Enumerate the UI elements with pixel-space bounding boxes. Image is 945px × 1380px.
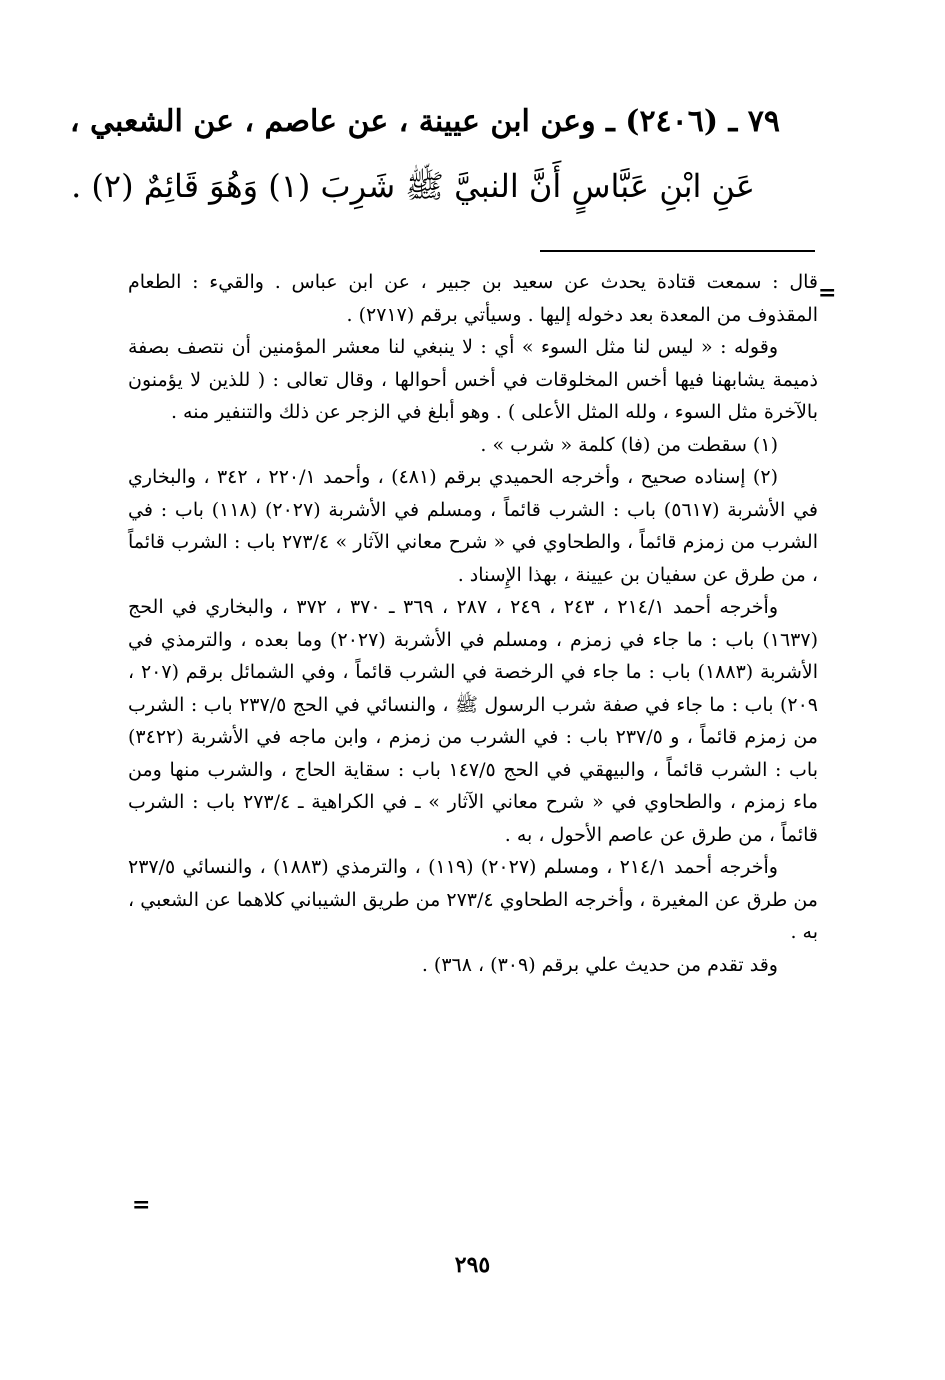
hadith-line-2: عَنِ ابْنِ عَبَّاسٍ أَنَّ النبيَّ ﷺ شَرِبَ (١) وَهُوَ قَائِمٌ (٢) . [71, 167, 755, 205]
page-number: ٢٩٥ [454, 1252, 491, 1278]
footnote-paragraph: (١) سقطت من (فا) كلمة « شرب » . [480, 433, 778, 456]
footnote-paragraph: وأخرجه أحمد ٢١٤/١ ، ٢٤٣ ، ٢٤٩ ، ٢٨٧ ، ٣٦٩ ـ ٣٧٠ ، ٣٧٢ ، والبخاري في الحج (١٦٣٧) باب : ما جاء في زمزم ، ومسلم في الأشربة (٢٠٢٧) وما بعده ، والترمذي في الأشربة (١٨٨٣) باب : ما جاء في الرخصة في الشرب قائماً ، وفي الشمائل برقم (٢٠٧ ، ٢٠٩) باب : ما جاء في صفة شرب الرسول ﷺ ، والنسائي في الحج ٢٣٧/٥ باب : الشرب من زمزم قائماً ، و ٢٣٧/٥ باب : في الشرب من زمزم ، وابن ماجه في الأشربة (٣٤٢٢) باب : الشرب قائماً ، والبيهقي في الحج ١٤٧/٥ باب : سقاية الحاج ، والشرب منها ومن ماء زمزم ، والطحاوي في « شرح معاني الآثار » ـ في الكراهية ـ ٢٧٣/٤ باب : الشرب قائماً ، من طرق عن عاصم الأحول ، به . [128, 596, 819, 846]
footnote-paragraph: وقوله : « ليس لنا مثل السوء » أي : لا ينبغي لنا معشر المؤمنين أن نتصف بصفة ذميمة يشابهنا فيها أخس المخلوقات في أخس أحوالها ، وقال تعالى : ( للذين لا يؤمنون بالآخرة مثل السوء ، ولله المثل الأعلى ) . وهو أبلغ في الزجر عن ذلك والتنفير منه . [128, 336, 818, 423]
footnotes [128, 266, 818, 981]
continuation-mark-start: = [818, 280, 837, 306]
footnote-separator [540, 250, 815, 252]
hadith-line-1: ٧٩ ـ (٢٤٠٦) ـ وعن ابن عيينة ، عن عاصم ، عن الشعبي ، [69, 104, 780, 139]
footnote-paragraph: وقد تقدم من حديث علي برقم (٣٠٩) ، ٣٦٨) . [421, 953, 778, 976]
footnote-paragraph: (٢) إسناده صحيح ، وأخرجه الحميدي برقم (٤٨١) ، وأحمد ٢٢٠/١ ، ٣٤٢ ، والبخاري في الأشربة (٥٦١٧) باب : الشرب قائماً ، ومسلم في الأشربة (٢٠٢٧) (١١٨) باب : في الشرب من زمزم قائماً ، والطحاوي في « شرح معاني الآثار » ٢٧٣/٤ باب : الشرب قائماً ، من طرق عن سفيان بن عيينة ، بهذا الإِسناد . [128, 466, 818, 586]
continuation-mark-end: = [132, 1192, 151, 1218]
hadith-text [69, 90, 780, 218]
footnote-paragraph: وأخرجه أحمد ٢١٤/١ ، ومسلم (٢٠٢٧) (١١٩) ، والترمذي (١٨٨٣) ، والنسائي ٢٣٧/٥ من طرق عن المغيرة ، وأخرجه الطحاوي ٢٧٣/٤ من طريق الشيباني كلاهما عن الشعبي ، به . [128, 856, 818, 943]
footnote-paragraph: قال : سمعت قتادة يحدث عن سعيد بن جبير ، عن ابن عباس . والقيء : الطعام المقذوف من المعدة بعد دخوله إليها . وسيأتي برقم (٢٧١٧) . [128, 271, 818, 326]
